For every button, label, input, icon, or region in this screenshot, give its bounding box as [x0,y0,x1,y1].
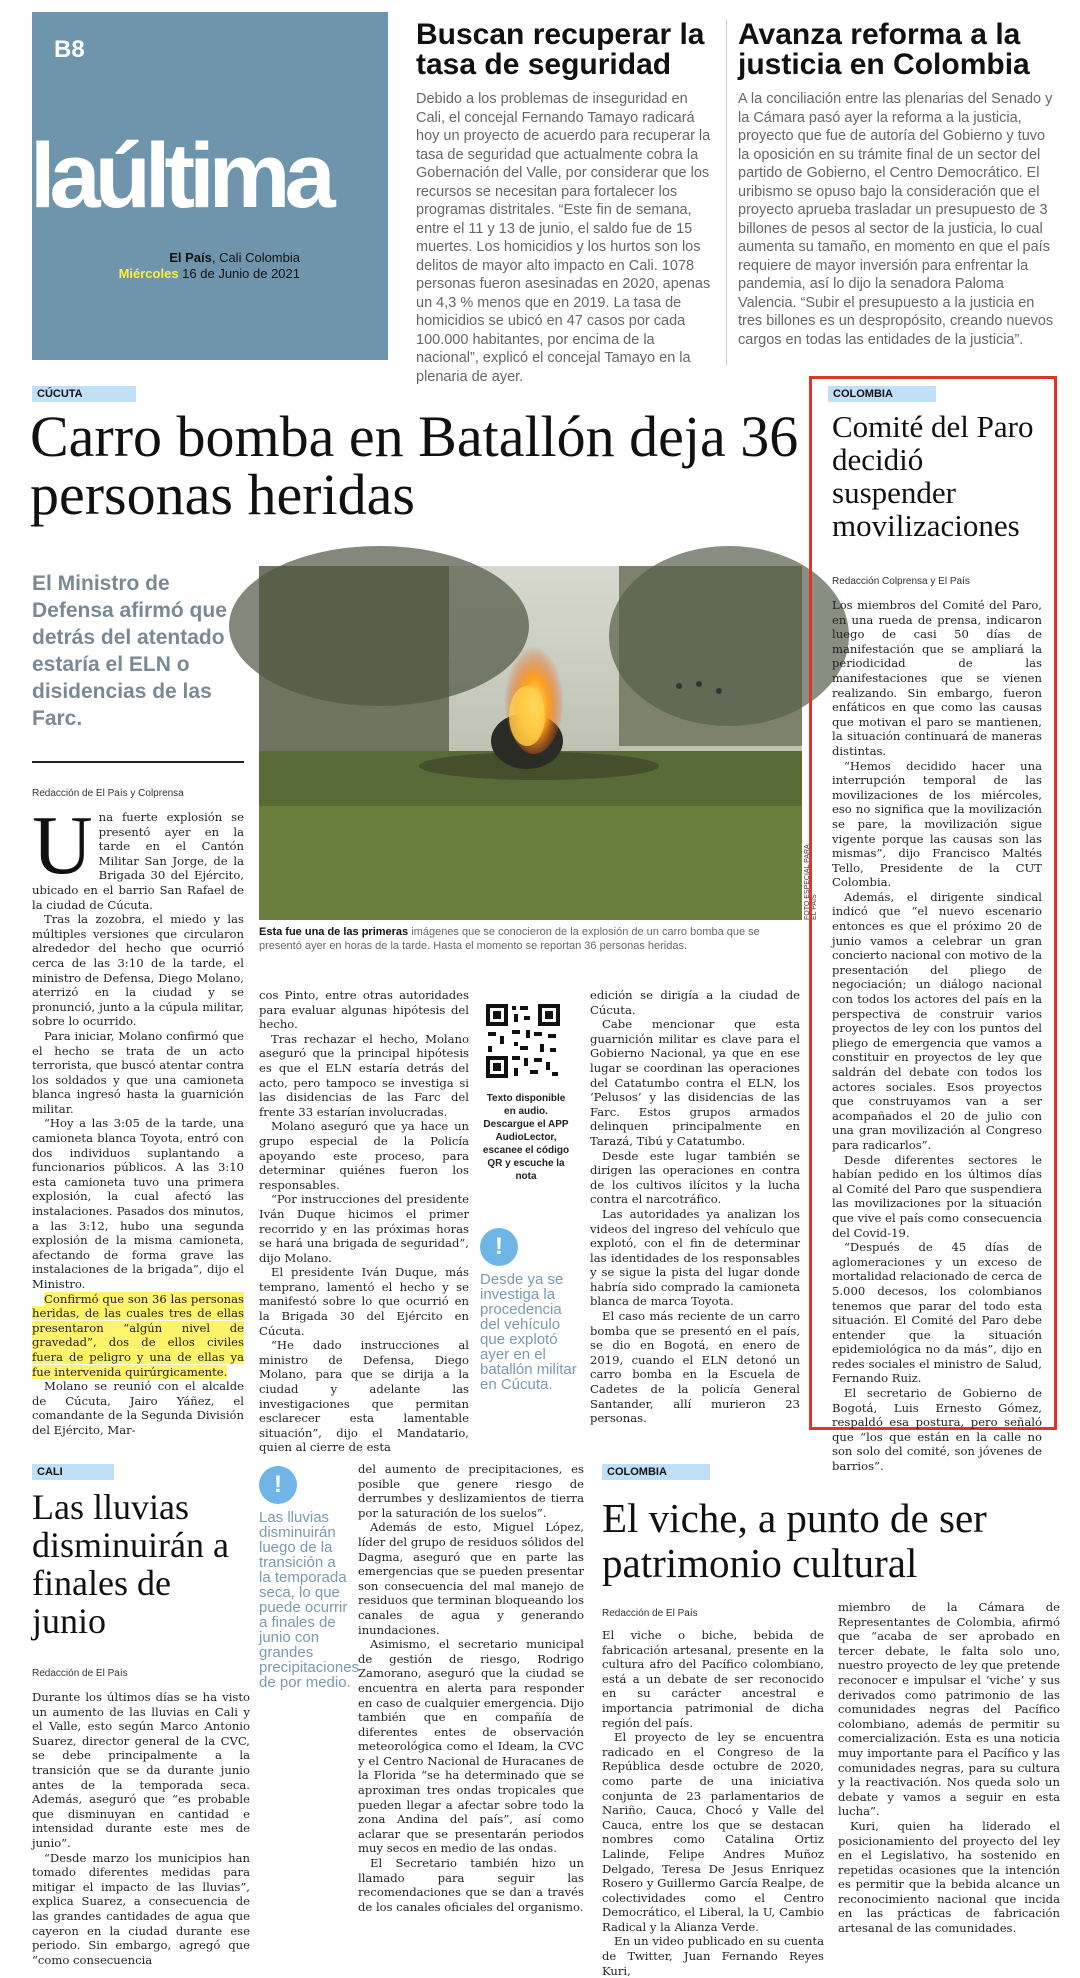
explosion-photo-graphic [259,566,802,920]
main-subhead: El Ministro de Defensa afirmó que detrás del atentado estaría el ELN o disidencias de las Farc. [32,572,227,730]
side-paragraph: El secretario de Gobierno de Bogotá, Luis Ernesto Gómez, respaldó esa postura, pero señaló que “los que están en la calle no son solo del comité, son jóvenes de barrios”. [832,1386,1042,1474]
side-paragraph: Los miembros del Comité del Paro, en una rueda de prensa, indicaron luego de casi 50 días de manifestación que se ampliará la periodicidad de las manifestaciones que se vienen realizando. Sin embargo, fueron enfáticos en que como las causas que motivan el paro se mantienen, la situación continuará de maneras distintas. [832,598,1042,758]
viche-paragraph: El viche o biche, bebida de fabricación artesanal, presente en la cultura afro del Pacífico colombiano, está a un debate de ser reconocido en su carácter ancestral e importancia patrimonial de dicha región del país. [602,1628,824,1730]
weekday: Miércoles [118,266,179,281]
paper-name: El País [169,250,212,265]
side-paragraph: “Después de 45 días de aglomeraciones y un exceso de mortalidad relacionado de cerca de 5.000 decesos, los colombianos tenemos que parar del todo esta situación. El Comité del Paro debe entender que la situación epidemiológica no da más”, dijo en redes sociales el ministro de Salud, Fernando Ruiz. [832,1240,1042,1386]
section-tag-colombia-2: COLOMBIA [602,1464,710,1480]
main-paragraph: edición se dirigía a la ciudad de Cúcuta. [590,988,800,1017]
photo-caption [259,925,799,953]
highlight-text: Confirmó que son 36 las personas heridas, de las cuales tres de ellas presentaron “algún nivel de gravedad”, dos de ellos civiles fuera de peligro y una de ellas ya fue intervenida quirúrgicamente. [32,1291,244,1379]
cali-sidenote: Las lluvias disminuirán luego de la transición a la temporada seca, lo que puede ocurrir a finales de junio con grandes precipitaciones de por medio. [259,1509,360,1691]
paper-location: , Cali Colombia [211,250,300,265]
photo-caption-lead: Esta fue una de las primeras [259,926,409,938]
main-column-2 [259,988,469,1455]
cali-headline: Las lluvias disminuirán a finales de junio [32,1487,229,1641]
viche-paragraph: El proyecto de ley se encuentra radicado en el Congreso de la República desde octubre de 2020, como parte de una iniciativa conjunta de 23 parlamentarios de Nariño, Cauca, Chocó y Valle del Cauca, entre los que se destacan nombres como Catalina Ortiz Lalinde, Felipe Andres Muñoz Delgado, Teresa De Jesus Enriquez Rosero y Guillermo García Realpe, de colectividades como el Centro Democrático, el Liberal, la U, Cambio Radical y la Alianza Verde. [602,1730,824,1934]
drop-cap: U [32,799,93,892]
side-headline: Comité del Paro decidió suspender movilizaciones [832,409,1034,543]
main-paragraph: Para iniciar, Molano confirmó que el hecho se trata de un acto terrorista, que buscó atentar contra los soldados y que una camioneta blanca ingresó hasta la guarnición militar. [32,1028,244,1116]
column-divider [726,20,727,365]
brief-justicia [738,20,1058,349]
cali-column-2 [358,1462,584,1914]
cali-paragraph: El Secretario también hizo un llamado para seguir las recomendaciones que se dan a través de los canales oficiales del organismo. [358,1856,584,1914]
main-column-4 [590,988,800,1426]
main-paragraph: El presidente Iván Duque, más temprano, lamentó el hecho y se manifestó sobre lo que ocurrió en la Brigada 30 del Ejército en Cúcuta. [259,1265,469,1338]
viche-column-1 [602,1628,824,1978]
main-paragraph: Las autoridades ya analizan los videos del ingreso del vehículo que explotó, con el fin de determinar las identidades de los responsables y se sigue la pista del lugar donde habría sido comprado la camioneta blanca de marca Toyota. [590,1206,800,1309]
main-paragraph: Desde este lugar también se dirigen las operaciones en contra de los cultivos ilícitos y la lucha contra el narcotráfico. [590,1148,800,1207]
side-paragraph: Desde diferentes sectores le habían pedido en los últimos días al Comité del Paro que suspendiera las movilizaciones por la situación que vive el país como consecuencia del Covid-19. [832,1152,1042,1240]
viche-paragraph: Kuri, quien ha liderado el posicionamiento del proyecto del ley en el Legislativo, ha sostenido en repetidas ocasiones que la intención es permitir que la bebida alcance un reconocimiento nacional que incida en las prácticas de fabricación artesanal de las comunidades. [838,1818,1060,1936]
audio-note: Texto disponible en audio. Descargue el APP AudioLector, escanee el código QR y escuche la nota [482,1093,570,1182]
main-paragraph: Molano aseguró que ya hace un grupo especial de la Policía apoyando este proceso, para determinar quiénes fueron los responsables. [259,1119,469,1192]
cali-column-1 [32,1690,250,1967]
brief-seguridad-headline: Buscan recuperar la tasa de seguridad [416,18,705,81]
side-paragraph: “Hemos decidido hacer una interrupción temporal de las movilizaciones de los miércoles, eso no significa que la movilización se pare, la movilización sigue vigente porque las causas son las mismas”, dijo Francisco Maltés Tello, Presidente de la CUT Colombia. [832,758,1042,890]
main-paragraph: cos Pinto, entre otras autoridades para evaluar algunas hipótesis del hecho. [259,988,469,1032]
main-paragraph: Cabe mencionar que esta guarnición militar es clave para el Gobierno Nacional, ya que en ese lugar se coordinan las operaciones del Catatumbo contra el ELN, los ‘Pelusos’ y las disidencias de las Farc. Estos grupos armados delinquen principalmente en Tarazá, Tibú y Catatumbo. [590,1017,800,1148]
photo-caption-text: imágenes que se conocieron de la explosión de un carro bomba que se presentó ayer en horas de la tarde. Hasta el momento se reportan 36 personas heridas. [259,926,760,952]
explosion-photo [259,566,802,920]
page-number: B8 [54,36,85,63]
cali-byline: Redacción de El País [32,1668,128,1679]
brief-seguridad [416,20,716,386]
brief-justicia-headline: Avanza reforma a la justicia en Colombia [738,18,1030,81]
brief-justicia-body: A la conciliación entre las plenarias del Senado y la Cámara pasó ayer la reforma a la justicia, proyecto que fue de autoría del Gobierno y tuvo la oposición en su trámite final de un sector del partido de Gobierno, el Centro Democrático. El uribismo se opuso bajo la consideración que el proyecto aprueba trasladar un presupuesto de 3 billones de pesos al sector de la justicia, lo cual aumenta su tamaño, en momento en que el país requiere de mayor inversión para enfrentar la pandemia, así lo dijo la senadora Paloma Valencia. “Subir el presupuesto a la justicia en tres billones es un despropósito, creando nuevos cargos en todas las entidades de la justicia”. [738,91,1054,348]
viche-byline: Redacción de El País [602,1608,698,1619]
side-paragraph: Además, el dirigente sindical indicó que “el nuevo escenario entonces es que el próximo 20 de junio vamos a celebrar un gran concierto nacional con motivo de la presentación del pliego de negociación; un diálogo nacional con todos los actores del país en la perspectiva de construir varios proyectos de ley con los puntos del pliego de emergencia que vamos a constituir en proyectos de ley que saldrán del debate con todos los actores sociales. Esos proyectos que construyamos van a ser acompañados el 20 de julio con una gran movilización al Congreso para radicarlos”. [832,889,1042,1152]
main-paragraph: “Hoy a las 3:05 de la tarde, una camioneta blanca Toyota, entró con dos individuos suplantando a funcionarios públicos. A las 3:10 esta camioneta tuvo una primera explosión, la cual afectó las instalaciones. Pasados dos minutos, a las 3:12, hubo una segunda explosión de la misma camioneta, afectando de forma grave las instalaciones de la brigada”, dijo el Ministro. [32,1116,244,1291]
main-headline: Carro bomba en Batallón deja 36 personas heridas [30,404,799,527]
section-tag-cucuta: CÚCUTA [32,386,136,402]
main-intro: na fuerte explosión se presentó ayer en la tarde en el Cantón Militar San Jorge, de la Brigada 30 del Ejército, ubicado en el barrio San Rafael de la ciudad de Cúcuta. [32,810,244,912]
cali-paragraph: “Desde marzo los municipios han tomado diferentes medidas para mitigar el impacto de las lluvias”, explica Suarez, a consecuencia de las grandes cantidades de agua que cayeron en la ciudad durante ese periodo. Sin embargo, agregó que “como consecuencia [32,1850,250,1967]
section-logo: laúltima [30,125,330,227]
main-paragraph: “Por instrucciones del presidente Iván Duque hicimos el primer recorrido y en las próximas horas se hará una brigada de seguridad”, dijo Molano. [259,1192,469,1265]
qr-code-graphic [484,1002,562,1080]
photo-credit: FOTO ESPECIAL PARA EL PAÍS [804,844,818,920]
section-tag-colombia: COLOMBIA [828,386,936,402]
cali-paragraph: Además de esto, Miguel López, líder del grupo de residuos sólidos del Dagma, aseguró que en parte las emergencias que se pueden presentar son consecuencia del mal manejo de residuos que terminan bloqueando los canales de agua y generando inundaciones. [358,1520,584,1637]
main-column-1 [32,799,244,1438]
main-sidenote: Desde ya se investiga la procedencia del vehículo que explotó ayer en el batallón militar en Cúcuta. [480,1271,577,1393]
exclamation-icon: ! [259,1466,297,1504]
cali-paragraph: Durante los últimos días se ha visto un aumento de las lluvias en Cali y el Valle, esto según Marco Antonio Suarez, director general de la CVC, se debe principalmente a la transición que se da durante junio antes de la temporada seca. Además, aseguró que “es probable que disminuyan en cantidad e intensidad durante este mes de junio”. [32,1690,250,1850]
main-paragraph: Tras la zozobra, el miedo y las múltiples versiones que circularon alrededor del hecho que ocurrió cerca de las 3:10 de la tarde, el ministro de Defensa, Diego Molano, aterrizó en la ciudad y se pronunció, junto a la cúpula militar, sobre lo ocurrido. [32,912,244,1029]
main-paragraph: Molano se reunió con el alcalde de Cúcuta, Jairo Yáñez, el comandante de la Segunda División del Ejército, Mar- [32,1379,244,1437]
viche-headline: El viche, a punto de ser patrimonio cultural [602,1495,987,1586]
date: 16 de Junio de 2021 [178,266,300,281]
subhead-rule [32,761,244,763]
cali-paragraph: del aumento de precipitaciones, es posible que genere riesgo de derrumbes y deslizamientos de tierra por la saturación de los suelos”. [358,1462,584,1520]
cali-paragraph: Asimismo, el secretario municipal de gestión de riesgo, Rodrigo Zamorano, aseguró que la ciudad se encuentra en alerta para responder en caso de cualquier emergencia. Dijo también que en compañía de diferentes entes de observación meteorológica como el Ideam, la CVC y el Centro Nacional de Huracanes de la Florida “se ha determinado que se aproximan tres ondas tropicales que pueden llegar a afectar sobre todo la zona Andina del país”, así como aclarar que se presentarán periodos muy secos en medio de las ondas. [358,1637,584,1856]
main-byline: Redacción de El País y Colprensa [32,788,184,799]
qr-code-icon[interactable] [484,1002,562,1080]
highlighted-paragraph [32,1292,244,1380]
main-paragraph: “He dado instrucciones al ministro de Defensa, Diego Molano, para que se dirija a la ciudad y adelante las investigaciones que permitan esclarecer esta lamentable situación”, dijo el Mandatario, quien al cierre de esta [259,1338,469,1455]
main-paragraph: Tras rechazar el hecho, Molano aseguró que la principal hipótesis es que el ELN estaría detrás del acto, pero tampoco se investiga si las disidencias de las Farc del frente 33 estarían involucradas. [259,1031,469,1119]
viche-column-2 [838,1600,1060,1936]
exclamation-icon: ! [480,1228,518,1266]
viche-paragraph: miembro de la Cámara de Representantes de Colombia, afirmó que “acaba de ser aprobado en tercer debate, le falta solo uno, nuestro proyecto de ley que pretende reconocer e impulsar el ‘viche’ y sus derivados como patrimonio de las comunidades negras del Pacífico colombiano, además de permitir su comercialización. Esta es una noticia muy importante para el Pacífico y las comunidades negras, para su cultura y la reactivación. Nos queda solo un debate y vamos a seguir en esta lucha”. [838,1600,1060,1819]
brief-seguridad-body: Debido a los problemas de inseguridad en Cali, el concejal Fernando Tamayo radicará hoy un proyecto de acuerdo para recuperar la tasa de seguridad que actualmente cobra la Gobernación del Valle, por considerar que los recursos se necesitan para fortalecer los programas distritales. “Este fin de semana, entre el 11 y 13 de junio, el saldo fue de 15 muertes. Los homicidios y los hurtos son los delitos de mayor alto impacto en Cali. 1078 personas fueron asesinadas en 2020, apenas un 4,3 % menos que en 2019. La tasa de homicidios se ubicó en 47 casos por cada 100.000 habitantes, por encima de la nacional”, explicó el concejal Tamayo en la plenaria de ayer. [416,91,711,385]
masthead [32,12,388,360]
main-paragraph: El caso más reciente de un carro bomba que se presentó en el país, se dio en Bogotá, en enero de 2019, cuando el ELN detonó un carro bomba en la Escuela de Cadetes de la policía General Santander, allí murieron 23 personas. [590,1309,800,1426]
side-byline: Redacción Colprensa y El País [832,576,970,587]
viche-paragraph: En un video publicado en su cuenta de Twitter, Juan Fernando Reyes Kuri, [602,1934,824,1978]
section-tag-cali: CALI [32,1464,114,1480]
side-body [832,598,1042,1474]
publication-info [32,250,300,282]
